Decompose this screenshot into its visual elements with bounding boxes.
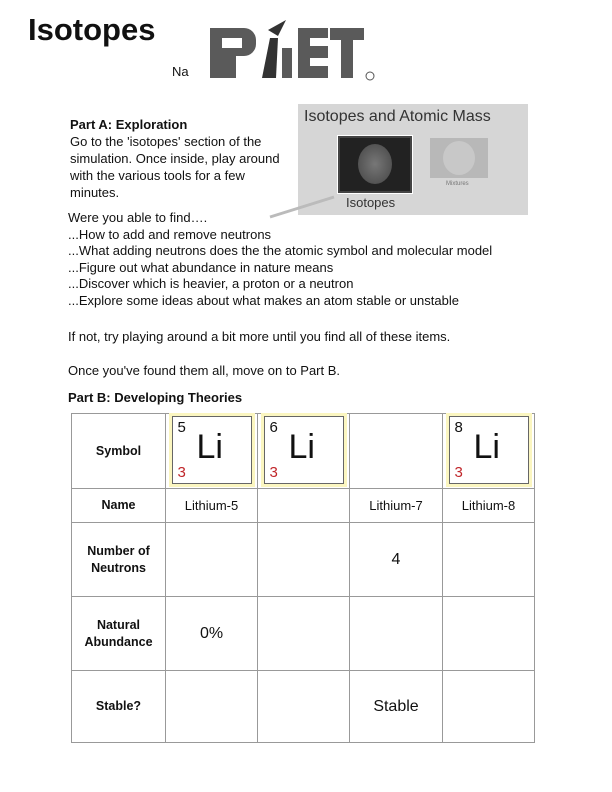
cell[interactable]: Stable <box>350 671 443 743</box>
cell[interactable]: 4 <box>350 523 443 597</box>
find-intro: Were you able to find…. <box>68 210 208 225</box>
mixtures-screen-thumb <box>430 138 488 178</box>
mixtures-screen-label: Mixtures <box>446 181 469 187</box>
cell[interactable] <box>166 523 258 597</box>
find-item: ...Figure out what abundance in nature means <box>68 259 334 275</box>
cell[interactable] <box>443 597 535 671</box>
once-text: Once you've found them all, move on to Part B. <box>68 363 341 378</box>
table-row <box>72 523 535 597</box>
isotopes-screen-thumb <box>338 136 412 193</box>
empty-cell[interactable] <box>350 414 443 489</box>
cell[interactable] <box>443 523 535 597</box>
name-label: Na <box>172 64 189 79</box>
cell[interactable]: Lithium-8 <box>443 489 535 523</box>
row-header: Symbol <box>72 414 166 489</box>
page-title: Isotopes <box>28 12 156 47</box>
table-row <box>72 597 535 671</box>
find-item: ...Explore some ideas about what makes an atom stable or unstable <box>68 292 459 308</box>
find-item: ...How to add and remove neutrons <box>68 226 272 242</box>
part-a-text: Go to the 'isotopes' section of the simulation. Once inside, play around with the various tools for a few minutes. <box>70 134 280 200</box>
cell[interactable]: 0% <box>166 597 258 671</box>
row-header: Stable? <box>72 671 166 743</box>
phet-logo <box>210 18 376 84</box>
cell[interactable]: Lithium-5 <box>166 489 258 523</box>
find-item: ...What adding neutrons does the the atomic symbol and molecular model <box>68 243 493 258</box>
row-header: Number of Neutrons <box>72 523 166 597</box>
row-header: Natural Abundance <box>72 597 166 671</box>
cell[interactable] <box>258 597 350 671</box>
isotope-symbol: 8 Li 3 <box>449 416 529 484</box>
table-row <box>72 414 535 489</box>
cell[interactable]: Lithium-7 <box>350 489 443 523</box>
find-item: ...Discover which is heavier, a proton or a neutron <box>68 276 354 291</box>
cell[interactable] <box>258 489 350 523</box>
isotope-symbol: 6 Li 3 <box>264 416 344 484</box>
cell[interactable] <box>443 671 535 743</box>
isotope-symbol: 5 Li 3 <box>172 416 252 484</box>
if-not-text: If not, try playing around a bit more until you find all of these items. <box>68 329 451 344</box>
cell[interactable] <box>166 671 258 743</box>
part-a-heading: Part A: Exploration <box>70 117 188 132</box>
cell[interactable] <box>350 597 443 671</box>
find-list <box>68 210 492 309</box>
cell[interactable] <box>258 523 350 597</box>
row-header: Name <box>72 489 166 523</box>
part-a <box>70 116 290 201</box>
table-row <box>72 671 535 743</box>
part-b-heading: Part B: Developing Theories <box>68 390 243 405</box>
sim-title: Isotopes and Atomic Mass <box>304 108 491 125</box>
cell[interactable] <box>258 671 350 743</box>
table-row <box>72 489 535 523</box>
isotope-table <box>71 413 535 743</box>
isotopes-screen-label: Isotopes <box>346 195 396 210</box>
